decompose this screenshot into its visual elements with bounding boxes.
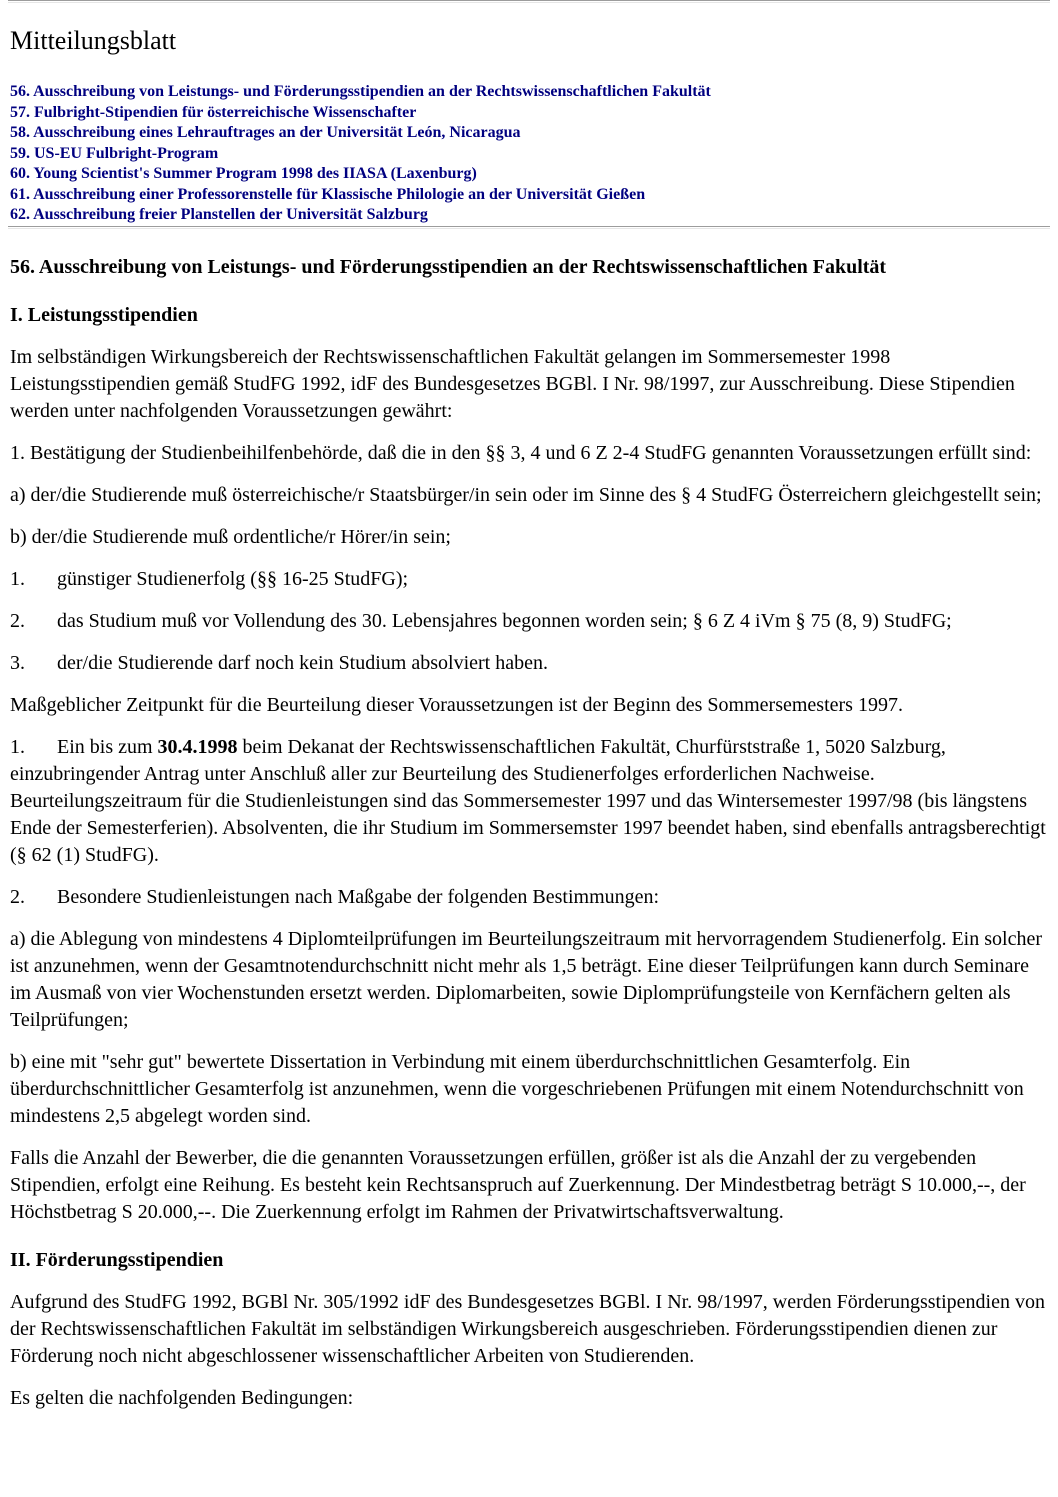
paragraph-citizenship: a) der/die Studierende muß österreichische/r Staatsbürger/in sein oder im Sinne des § 4 StudFG Österreichern gleichgestellt sein; (10, 483, 1042, 506)
table-of-contents (10, 82, 1048, 226)
toc-link-61[interactable]: 61. Ausschreibung einer Professorenstelle für Klassische Philologie an der Universität Gießen (10, 185, 646, 203)
paragraph-ordinary-student: b) der/die Studierende muß ordentliche/r Hörer/in sein; (10, 525, 451, 548)
section2-heading: II. Förderungsstipendien (10, 1248, 224, 1271)
article-heading: 56. Ausschreibung von Leistungs- und Förderungsstipendien an der Rechtswissenschaftlichen Fakultät (10, 255, 887, 278)
paragraph-aufgrund: Aufgrund des StudFG 1992, BGBl Nr. 305/1992 idF des Bundesgesetzes BGBl. I Nr. 98/1997, werden Förderungsstipendien von der Rechtswissenschaftlichen Fakultät im selbständigen Wirkungsbereich ausgeschrieben. Förderungsstipendien dienen zur Förderung noch nicht abgeschlossener wissenschaftlicher Arbeiten von Studierenden. (10, 1290, 1045, 1367)
item-text: das Studium muß vor Vollendung des 30. Lebensjahres begonnen worden sein; § 6 Z 4 iVm § 75 (8, 9) StudFG; (57, 609, 952, 632)
toc-divider (8, 226, 1050, 229)
section1-heading: I. Leistungsstipendien (10, 303, 198, 326)
item-number: 2. (10, 609, 25, 632)
toc-link-56[interactable]: 56. Ausschreibung von Leistungs- und Förderungsstipendien an der Rechtswissenschaftlichen Fakultät (10, 83, 711, 100)
top-divider (8, 0, 1050, 3)
item-number: 1. (10, 735, 25, 758)
paragraph-confirmation: 1. Bestätigung der Studienbeihilfenbehörde, daß die in den §§ 3, 4 und 6 Z 2-4 StudFG genannten Voraussetzungen erfüllt sind: (10, 441, 1032, 464)
toc-link-59[interactable]: 59. US-EU Fulbright-Program (10, 144, 219, 162)
page-title: Mitteilungsblatt (10, 26, 177, 55)
item-number: 1. (10, 567, 25, 590)
toc-link-62[interactable]: 62. Ausschreibung freier Planstellen der Universität Salzburg (10, 206, 428, 223)
item-number: 2. (10, 885, 25, 908)
item-number: 3. (10, 651, 25, 674)
item-text: Besondere Studienleistungen nach Maßgabe der folgenden Bestimmungen: (57, 885, 660, 908)
item-text: der/die Studierende darf noch kein Studium absolviert haben. (57, 651, 548, 674)
paragraph-bedingungen: Es gelten die nachfolgenden Bedingungen: (10, 1386, 354, 1409)
toc-link-60[interactable]: 60. Young Scientist's Summer Program 1998 des IIASA (Laxenburg) (10, 165, 477, 182)
paragraph-zeitpunkt: Maßgeblicher Zeitpunkt für die Beurteilung dieser Voraussetzungen ist der Beginn des Sommersemesters 1997. (10, 693, 903, 716)
deadline-date: 30.4.1998 (157, 735, 238, 758)
application-item-2 (10, 884, 1048, 911)
paragraph-achievement-b: b) eine mit "sehr gut" bewertete Dissertation in Verbindung mit einem überdurchschnittlichen Gesamterfolg. Ein überdurchschnittlicher Gesamterfolg ist anzunehmen, wenn die vorgeschriebenen Prüfungen mit einem Notendurchschnitt von mindestens 2,5 abgelegt worden sind. (10, 1050, 1024, 1127)
paragraph-achievement-a: a) die Ablegung von mindestens 4 Diplomteilprüfungen im Beurteilungszeitraum mit hervorragendem Studienerfolg. Ein solcher ist anzunehmen, wenn der Gesamtnotendurchschnitt nicht mehr als 1,5 beträgt. Eine dieser Teilprüfungen kann durch Seminare im Ausmaß von vier Wochenstunden ersetzt werden. Diplomarbeiten, sowie Diplomprüfungsteile von Kernfächern gelten als Teilprüfungen; (10, 927, 1042, 1031)
toc-link-57[interactable]: 57. Fulbright-Stipendien für österreichische Wissenschafter (10, 103, 417, 121)
item-text-pre: Ein bis zum (57, 735, 158, 758)
item-text: günstiger Studienerfolg (§§ 16-25 StudFG); (57, 567, 409, 590)
requirement-item-3 (10, 650, 1048, 677)
toc-link-58[interactable]: 58. Ausschreibung eines Lehrauftrages an der Universität León, Nicaragua (10, 124, 521, 141)
requirement-item-1 (10, 566, 1048, 593)
paragraph-ranking: Falls die Anzahl der Bewerber, die die genannten Voraussetzungen erfüllen, größer ist als die Anzahl der zu vergebenden Stipendien, erfolgt eine Reihung. Es besteht kein Rechtsanspruch auf Zuerkennung. Der Mindestbetrag beträgt S 10.000,--, der Höchstbetrag S 20.000,--. Die Zuerkennung erfolgt im Rahmen der Privatwirtschaftsverwaltung. (10, 1146, 1026, 1223)
paragraph-intro: Im selbständigen Wirkungsbereich der Rechtswissenschaftlichen Fakultät gelangen im Sommersemester 1998 Leistungsstipendien gemäß StudFG 1992, idF des Bundesgesetzes BGBl. I Nr. 98/1997, zur Ausschreibung. Diese Stipendien werden unter nachfolgenden Voraussetzungen gewährt: (10, 345, 1015, 422)
application-item-1 (10, 734, 1048, 869)
item-text-post: beim Dekanat der Rechtswissenschaftlichen Fakultät, Churfürststraße 1, 5020 Salzburg, einzubringender Antrag unter Anschluß aller zur Beurteilung des Studienerfolges erforderlichen Nachweise. Beurteilungszeitraum für die Studienleistungen sind das Sommersemester 1997 und das Wintersemester 1997/98 (bis längstens Ende der Semesterferien). Absolventen, die ihr Studium im Sommersemster 1997 beendet haben, sind ebenfalls antragsberechtigt (§ 62 (1) StudFG). (10, 735, 1046, 866)
requirement-item-2 (10, 608, 1048, 635)
